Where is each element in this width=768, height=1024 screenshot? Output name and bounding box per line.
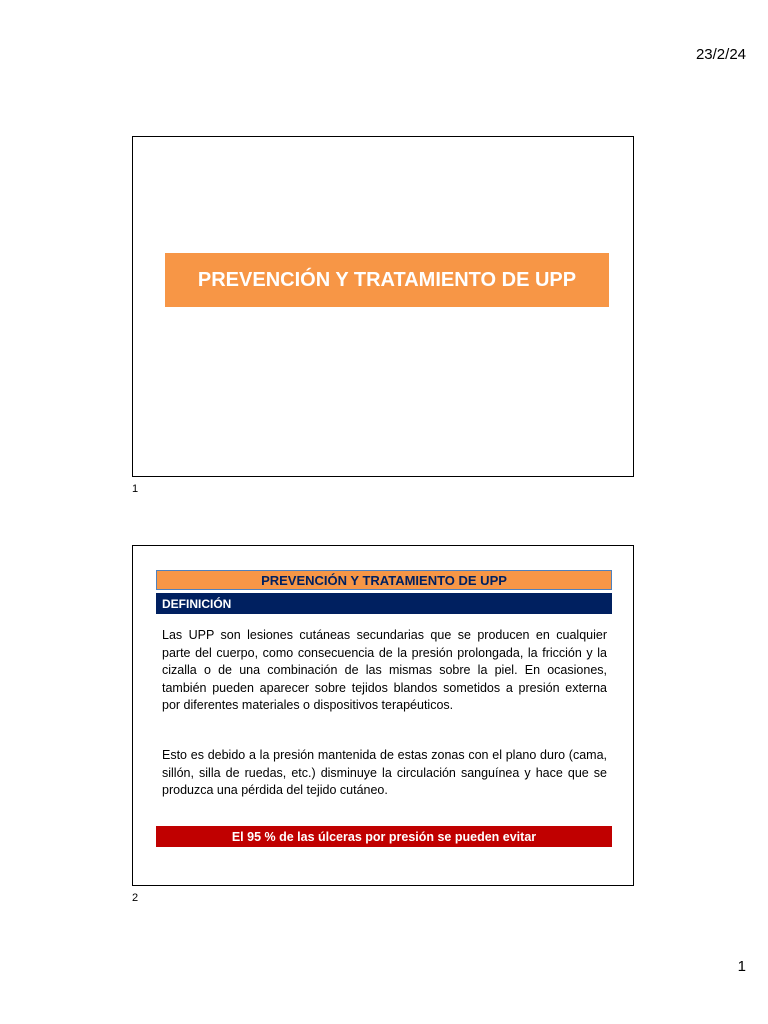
slide-2-number: 2 (132, 892, 139, 904)
slide-2-header: PREVENCIÓN Y TRATAMIENTO DE UPP (156, 570, 612, 590)
highlight-banner: El 95 % de las úlceras por presión se pueden evitar (156, 826, 612, 847)
slide-1-title: PREVENCIÓN Y TRATAMIENTO DE UPP (165, 253, 609, 307)
page-number: 1 (737, 958, 746, 975)
slide-1 (132, 136, 634, 477)
cause-paragraph: Esto es debido a la presión mantenida de estas zonas con el plano duro (cama, sillón, silla de ruedas, etc.) disminuye la circulación sanguínea y hace que se produzca una pérdida del tejido cutáneo. (162, 748, 607, 797)
slide-2-subheader: DEFINICIÓN (156, 593, 612, 614)
definition-paragraph: Las UPP son lesiones cutáneas secundarias que se producen en cualquier parte del cuerpo, como consecuencia de la presión prolongada, la fricción y la cizalla o de una combinación de las mismas sobre la piel. En ocasiones, también pueden aparecer sobre tejidos blandos sometidos a presión externa por diferentes materiales o dispositivos terapéuticos. (162, 628, 607, 712)
print-date: 23/2/24 (695, 46, 746, 63)
slide-1-number: 1 (132, 483, 139, 495)
slide-2 (132, 545, 634, 886)
